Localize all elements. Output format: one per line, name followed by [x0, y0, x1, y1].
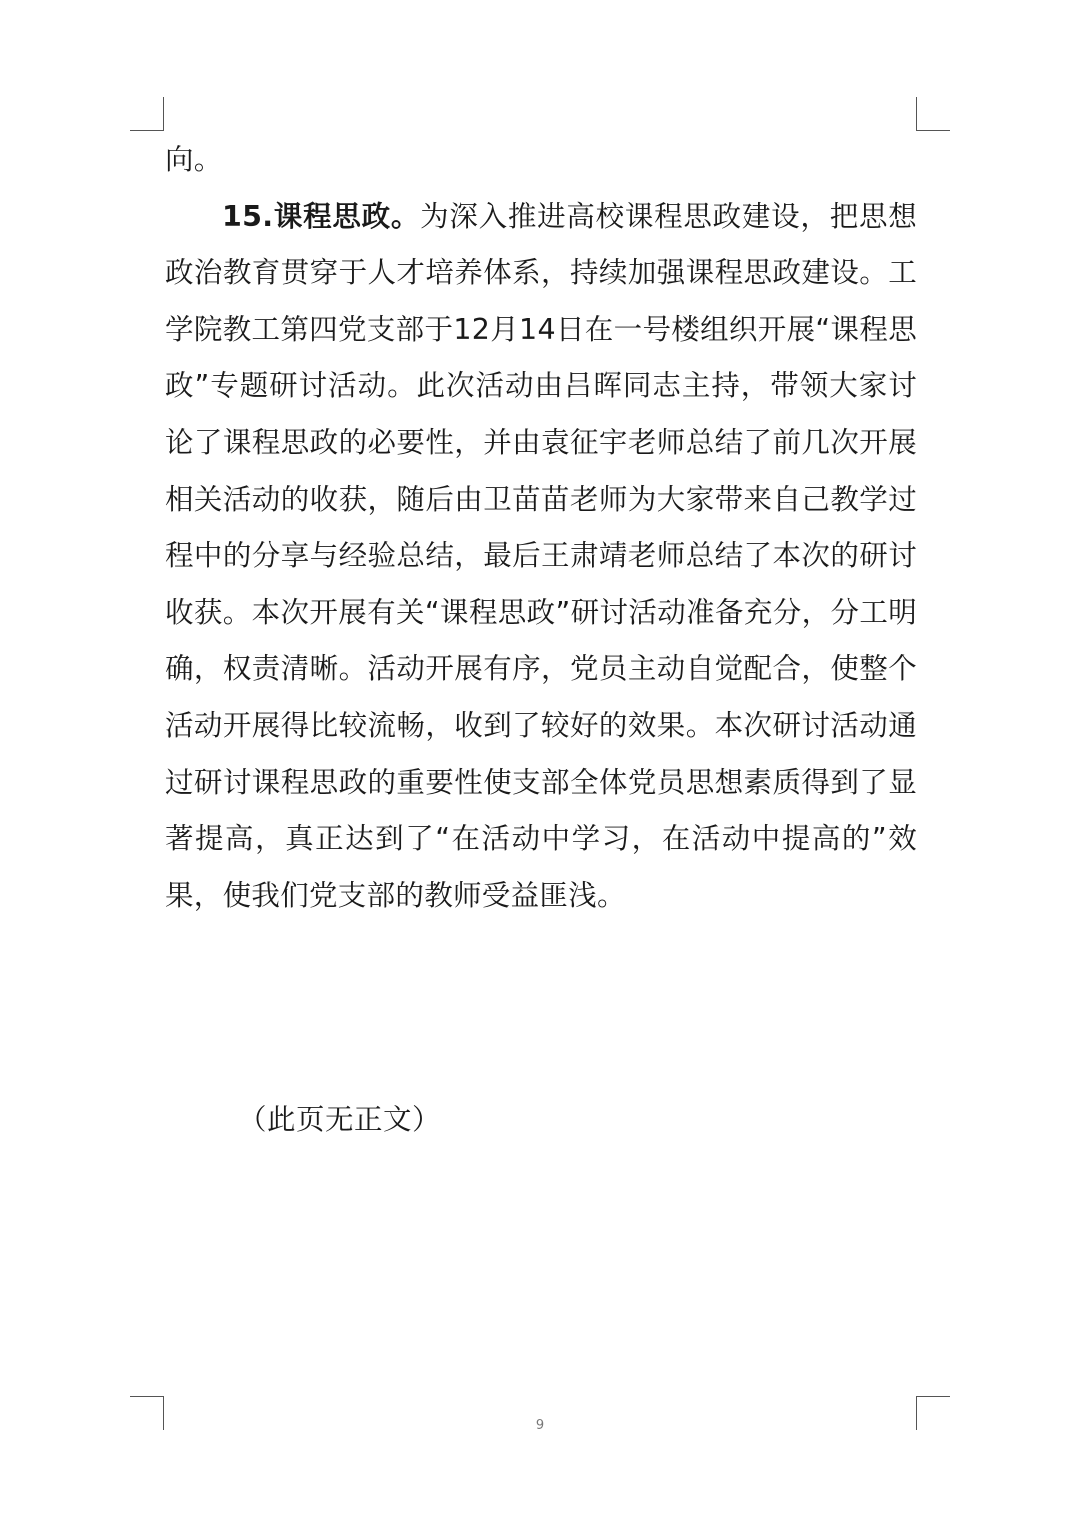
section-paragraph — [165, 189, 917, 925]
crop-mark-bottom-right — [916, 1396, 950, 1430]
continuation-text: 向。 — [165, 143, 223, 176]
crop-mark-top-right — [916, 97, 950, 131]
page-number: 9 — [535, 1418, 545, 1433]
body-text — [165, 132, 917, 924]
section-body: 为深入推进高校课程思政建设，把思想政治教育贯穿于人才培养体系，持续加强课程思政建设。工学院教工第四党支部于12月14日在一号楼组织开展“课程思政”专题研讨活动。此次活动由吕晖同志主持，带领大家讨论了课程思政的必要性，并由袁征宇老师总结了前几次开展相关活动的收获，随后由卫苗苗老师为大家带来自己教学过程中的分享与经验总结，最后王肃靖老师总结了本次的研讨收获。本次开展有关“课程思政”研讨活动准备充分，分工明确，权责清晰。活动开展有序，党员主动自觉配合，使整个活动开展得比较流畅，收到了较好的效果。本次研讨活动通过研讨课程思政的重要性使支部全体党员思想素质得到了显著提高，真正达到了“在活动中学习，在活动中提高的”效果，使我们党支部的教师受益匪浅。 — [165, 199, 917, 912]
crop-mark-top-left — [130, 97, 164, 131]
no-text-note: （此页无正文） — [238, 1103, 442, 1136]
crop-mark-bottom-left — [130, 1396, 164, 1430]
section-heading: 15.课程思政。 — [222, 199, 421, 233]
